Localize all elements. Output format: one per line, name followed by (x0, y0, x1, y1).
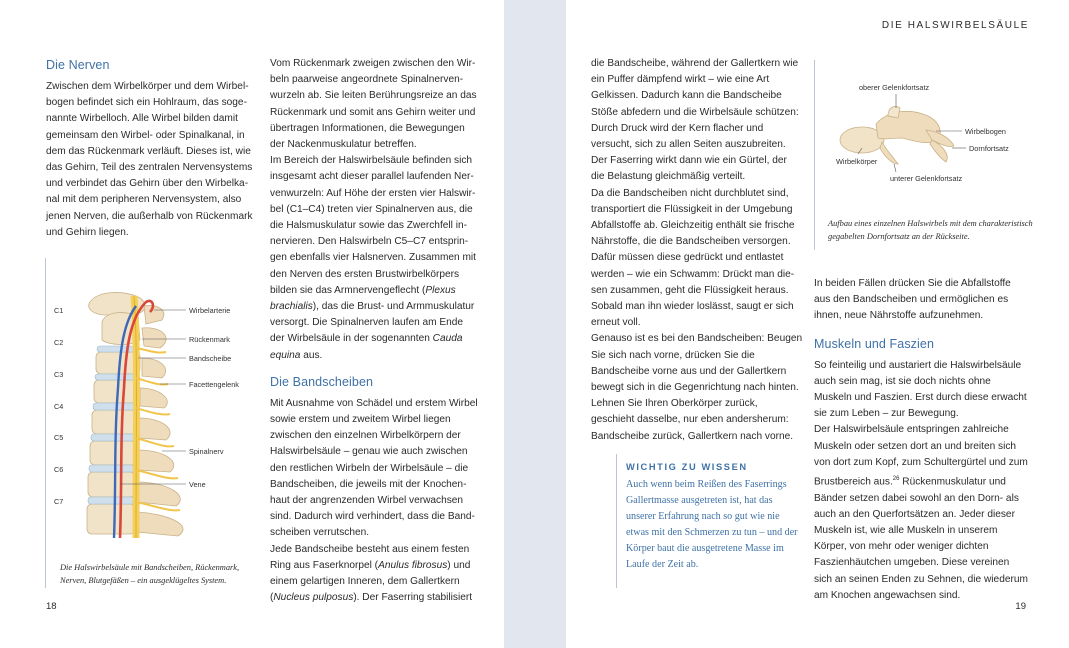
label-unterer-gelenkfortsatz: unterer Gelenkfortsatz (890, 174, 963, 183)
info-box-rule (616, 454, 617, 588)
figure-rule (814, 60, 815, 250)
book-gutter (504, 0, 566, 648)
paragraph: die Bandscheibe, während der Gallertkern wie ein Puffer dämpfend wirkt – wie eine Art Gelkissen. Dadurch kann die Bandscheibe Stöße abfedern und die Wirbelsäule schützen: Durch Druck wird der Kern flacher und versucht, sich zu allen Seiten auszubreiten. Der Faserring wirkt dann wie ein Gürtel, der die Belastung gleichmäßig verteilt. (591, 58, 799, 183)
paragraph: Vom Rückenmark zweigen zwischen den Wirbeln paarweise angeordnete Spinalnervenwurzeln ab. Sie leiten Berührungsreize an das Rückenmark und somit ans Gehirn weiter und übertragen Informationen, die Bewegungen der Nackenmuskulatur betreffen. (270, 58, 477, 151)
vertebra-label: C2 (54, 338, 64, 347)
spine-caption: Die Halswirbelsäule mit Bandscheiben, Rückenmark, Nerven, Blutgefäßen – ein ausgeklügeltes System. (60, 563, 240, 585)
label-spinalnerv: Spinalnerv (189, 447, 224, 456)
paragraph: Da die Bandscheiben nicht durchblutet sind, transportiert die Flüssigkeit in der Umgebung Abfallstoffe ab. Gleichzeitig enthält sie frische Nährstoffe, die die Bandscheiben versorgen. Dafür müssen diese gedrückt und entlastet werden – wie ein Schwamm: Drückt man diesen zusammen, geht die Flüssigkeit heraus. Sobald man ihn wieder loslässt, saugt er sich erneut voll. (591, 187, 795, 329)
label-wirbelarterie: Wirbelarterie (189, 306, 231, 315)
paragraph: In beiden Fällen drücken Sie die Abfallstoffe aus den Bandscheiben und ermöglichen es ihnen, neue Nährstoffe aufzunehmen. (814, 278, 1011, 322)
label-wirbelbogen: Wirbelbogen (965, 127, 1006, 136)
vertebra-illustration (822, 78, 1042, 188)
label-bandscheibe: Bandscheibe (189, 354, 232, 363)
vertebra-label: C7 (54, 497, 64, 506)
right-column-2 (814, 276, 1028, 604)
left-page (0, 0, 504, 648)
spine-illustration (50, 288, 260, 550)
nerven-paragraph: Zwischen dem Wirbelkörper und dem Wirbelbogen befindet sich ein Hohlraum, das sogenannte Wirbelloch. Alle Wirbel bilden damit gemeinsam den Wirbel- oder Spinalkanal, in dem das Rückenmark verläuft. Dieses ist, wie das Gehirn, Teil des zentralen Nervensystems und verbindet das Gehirn über den Wirbelkanal mit dem peripheren Nervensystem, also jenen Nerven, die außerhalb von Rückenmark und Gehirn liegen. (46, 81, 253, 238)
paragraph: So feinteilig und austariert die Halswirbelsäule auch sein mag, ist sie doch nichts ohne Muskeln und Faszien. Erst durch diese erwacht sie zum Leben – zur Bewegung. (814, 359, 1027, 420)
vertebra-label: C3 (54, 370, 64, 379)
page-number: 19 (1015, 601, 1026, 612)
label-dornfortsatz: Dornfortsatz (969, 144, 1009, 153)
vertebra-label: C1 (54, 306, 64, 315)
heading-die-bandscheiben: Die Bandscheiben (270, 374, 374, 389)
label-oberer-gelenkfortsatz: oberer Gelenkfortsatz (859, 83, 930, 92)
info-box-text: Auch wenn beim Reißen des Faserrings Gallertmasse ausgetreten ist, hat das unserer Erfahrung nach so gut wie nie etwas mit den Schmerzen zu tun – und der Körper baut die ausgetretene Masse im Laufe der Zeit ab. (626, 479, 798, 570)
running-head: DIE HALSWIRBELSÄULE (881, 20, 1029, 31)
label-facettengelenk: Facettengelenk (189, 380, 239, 389)
label-wirbelkoerper: Wirbelkörper (836, 157, 878, 166)
footnote-ref: 26 (892, 476, 900, 483)
label-vene: Vene (189, 480, 206, 489)
paragraph: Jede Bandscheibe besteht aus einem festen Ring aus Faserknorpel (Anulus fibrosus) und einem gelartigen Inneren, dem Gallertkern (Nucleus pulposus). Der Faserring stabilisiert (270, 543, 473, 604)
vertebra-label: C4 (54, 402, 64, 411)
info-box-title: WICHTIG ZU WISSEN (626, 462, 748, 472)
vertebra-label: C6 (54, 465, 64, 474)
right-column-1 (591, 56, 803, 445)
info-box (626, 462, 804, 573)
label-rueckenmark: Rückenmark (189, 335, 230, 344)
heading-die-nerven: Die Nerven (46, 58, 110, 72)
left-column-1 (46, 56, 258, 241)
vertebra-label: C5 (54, 433, 64, 442)
left-column-2 (270, 56, 478, 607)
paragraph: Der Halswirbelsäule entspringen zahlreiche Muskeln oder setzen dort an und breiten sich von dort zum Kopf, zum Schultergürtel und zum Brustbereich aus.$^{26}$ Rückenmuskulatur und Bänder setzen dabei sowohl an den Dorn- als auch an den Querfortsätzen an. Jeder dieser Muskeln ist, wie alle Muskeln in unserem Körper, von mehr oder weniger dichten Faszienhäutchen umgeben. Diese vereinen sich an seinen Enden zu Sehnen, die wiederum am Knochen angewachsen sind. (814, 424, 1028, 601)
paragraph: Genauso ist es bei den Bandscheiben: Beugen Sie sich nach vorne, drücken Sie die Bandscheibe vorne aus und der Gallertkern bewegt sich in die Gegenrichtung nach hinten. Lehnen Sie Ihren Oberkörper zurück, geschieht dasselbe, nur eben andersherum: Bandscheibe zurück, Gallertkern nach vorne. (591, 333, 803, 442)
vertebra-caption: Aufbau eines einzelnen Halswirbels mit dem charakteristisch gegabelten Dornfortsatz an der Rückseite. (828, 219, 1033, 241)
figure-rule (45, 258, 46, 588)
heading-muskeln-und-faszien: Muskeln und Faszien (814, 336, 935, 351)
paragraph: Im Bereich der Halswirbelsäule befinden sich insgesamt acht dieser parallel laufenden Nervenwurzeln: Auf Höhe der ersten vier Halswirbel (C1–C4) treten vier Spinalnerven aus, die die Halsmuskulatur sowie das Zwerchfell innervieren. Den Halswirbeln C5–C7 entspringen ebenfalls vier Halsnerven. Zusammen mit den Nerven des ersten Brustwirbelkörpers bilden sie das Armnervengeflecht (Plexus brachialis), das die Brust- und Armmuskulatur versorgt. Die Spinalnerven laufen am Ende der Wirbelsäule in der sogenannten Cauda equina aus. (270, 155, 476, 361)
page-number: 18 (46, 601, 57, 612)
right-page (566, 0, 1069, 648)
paragraph: Mit Ausnahme von Schädel und erstem Wirbel sowie erstem und zweitem Wirbel liegen zwischen den einzelnen Wirbelkörpern der Halswirbelsäule – genau wie auch zwischen den restlichen Wirbeln der Wirbelsäule – die Bandscheiben, die jeweils mit der Knochenhaut der angrenzenden Wirbel verwachsen sind. Dadurch wird verhindert, dass die Bandscheiben verrutschen. (270, 397, 478, 539)
